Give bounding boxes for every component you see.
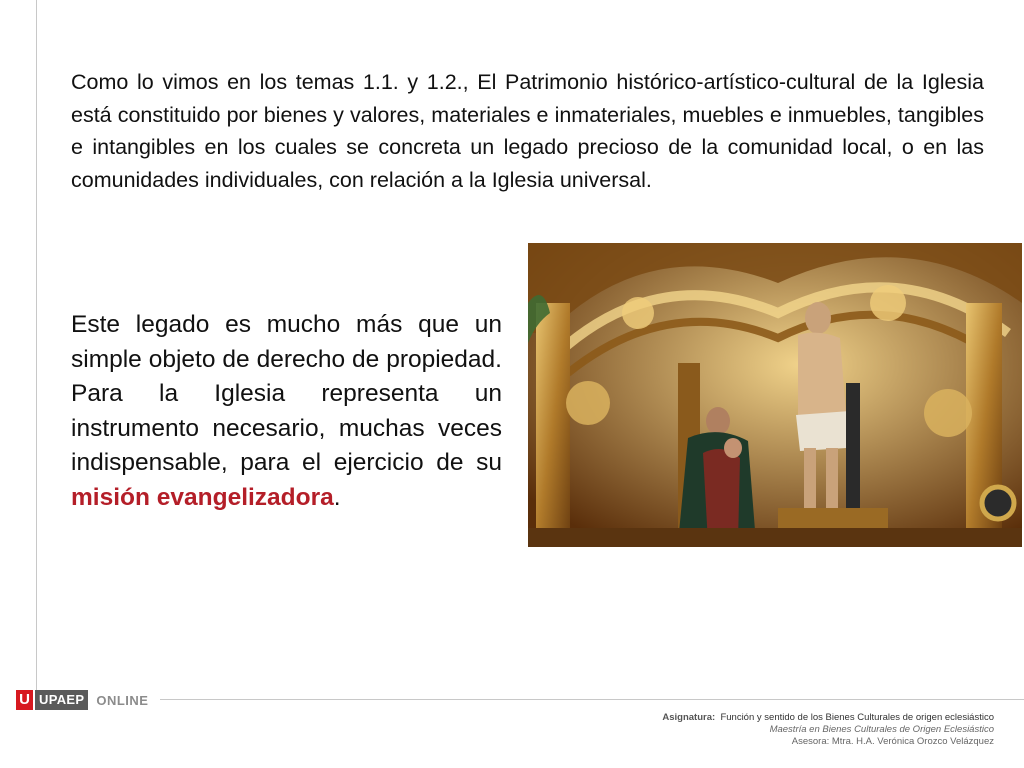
program-name: Maestría en Bienes Culturales de Origen Eclesiástico: [769, 724, 994, 735]
logo-brand: UPAEP: [35, 690, 88, 710]
subject-line: [662, 712, 994, 724]
main-paragraph-end: .: [333, 483, 341, 511]
left-vertical-rule: [36, 0, 37, 690]
upaep-online-logo: [16, 690, 148, 710]
adviser-name: Asesora: Mtra. H.A. Verónica Orozco Velázquez: [791, 736, 994, 747]
intro-paragraph: Como lo vimos en los temas 1.1. y 1.2., El Patrimonio histórico-artístico-cultural de la Iglesia está constituido por bienes y valores, materiales e inmateriales, muebles e inmuebles, tangibles e intangibles en los cuales se concreta un legado precioso de la comunidad local, o en las comunidades individuales, con relación a la Iglesia universal.: [71, 70, 984, 192]
subject-label: Asignatura:: [662, 712, 716, 723]
footer-rule: [160, 699, 1024, 700]
baroque-altarpiece-photo: [528, 243, 1022, 547]
course-credits: [662, 712, 994, 748]
logo-u-mark: U: [16, 690, 33, 710]
main-paragraph: [71, 308, 502, 515]
main-paragraph-text: Este legado es mucho más que un simple objeto de derecho de propiedad. Para la Iglesia representa un instrumento necesario, muchas veces indispensable, para el ejercicio de su: [71, 311, 502, 476]
logo-online: ONLINE: [96, 692, 149, 708]
subject-name: Función y sentido de los Bienes Culturales de origen eclesiástico: [720, 712, 994, 723]
highlight-text: misión evangelizadora: [71, 483, 334, 511]
